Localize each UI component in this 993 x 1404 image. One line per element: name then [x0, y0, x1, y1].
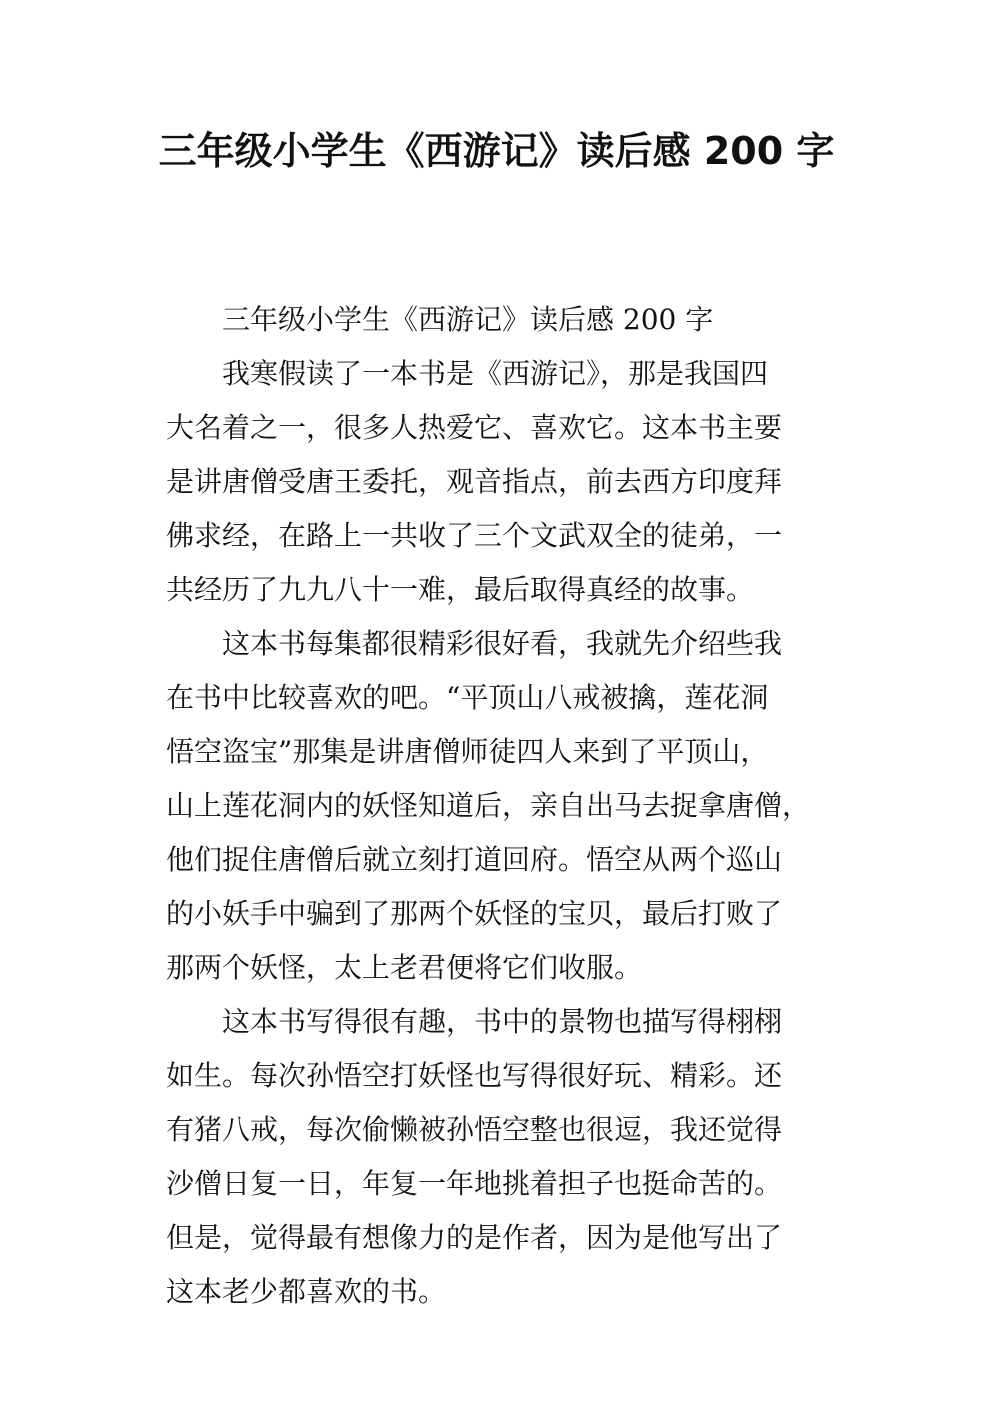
text-line: 佛求经，在路上一共收了三个文武双全的徒弟，一 — [166, 519, 783, 552]
text-line: 有猪八戒，每次偷懒被孙悟空整也很逗，我还觉得 — [166, 1113, 783, 1146]
text-line: 那两个妖怪，太上老君便将它们收服。 — [166, 951, 643, 984]
document-title: 三年级小学生《西游记》读后感 200 字 — [158, 129, 835, 173]
text-line: 但是，觉得最有想像力的是作者，因为是他写出了 — [166, 1221, 783, 1254]
text-line: 他们捉住唐僧后就立刻打道回府。悟空从两个巡山 — [166, 843, 783, 876]
text-line: 三年级小学生《西游记》读后感 200 字 — [222, 303, 714, 336]
text-line: 沙僧日复一日，年复一年地挑着担子也挺命苦的。 — [166, 1167, 783, 1200]
text-line: 的小妖手中骗到了那两个妖怪的宝贝，最后打败了 — [166, 897, 783, 930]
text-line: 这本老少都喜欢的书。 — [166, 1275, 447, 1308]
text-line: 在书中比较喜欢的吧。“平顶山八戒被擒，莲花洞 — [166, 681, 769, 714]
text-line: 悟空盗宝”那集是讲唐僧师徒四人来到了平顶山， — [166, 735, 769, 768]
text-line: 我寒假读了一本书是《西游记》，那是我国四 — [222, 357, 769, 390]
text-line: 共经历了九九八十一难，最后取得真经的故事。 — [166, 573, 755, 606]
text-line: 大名着之一，很多人热爱它、喜欢它。这本书主要 — [166, 411, 783, 444]
paragraph-subtitle — [166, 293, 842, 347]
text-line: 如生。每次孙悟空打妖怪也写得很好玩、精彩。还 — [166, 1059, 783, 1092]
text-line: 这本书写得很有趣，书中的景物也描写得栩栩 — [222, 1005, 783, 1038]
text-line: 这本书每集都很精彩很好看，我就先介绍些我 — [222, 627, 783, 660]
paragraph-conclusion — [166, 995, 842, 1319]
document-body — [166, 293, 842, 1319]
text-line: 是讲唐僧受唐王委托，观音指点，前去西方印度拜 — [166, 465, 783, 498]
paragraph-story — [166, 617, 842, 995]
paragraph-intro — [166, 347, 842, 617]
text-line: 山上莲花洞内的妖怪知道后，亲自出马去捉拿唐僧， — [166, 789, 811, 822]
